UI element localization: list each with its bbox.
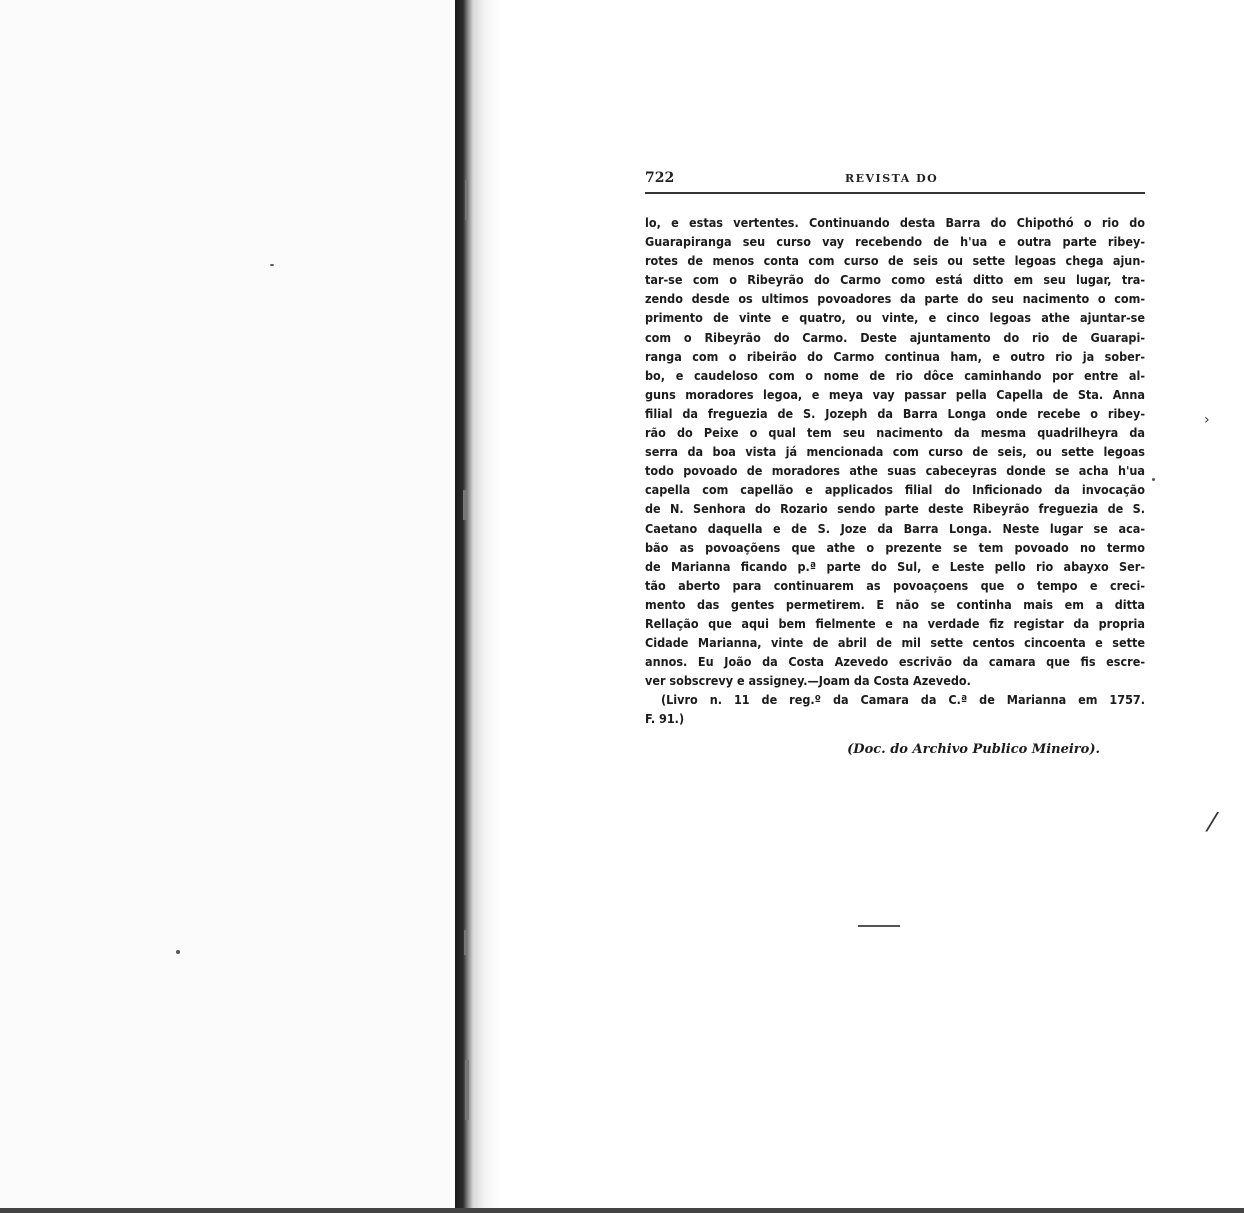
page-header [645,170,1145,190]
source-credit: (Doc. do Archivo Publico Mineiro). [847,742,1100,757]
running-title: REVISTA DO [845,172,939,185]
gutter-smudge [465,1060,469,1120]
dust-speck [176,950,180,954]
text-line: filial da freguezia de S. Jozeph da Barra Longa onde recebe o ribey- [645,405,1145,421]
text-line: tar-se com o Ribeyrão do Carmo como está ditto em seu lugar, tra- [645,272,1145,288]
text-line: Cidade Marianna, vinte de abril de mil sette centos cincoenta e sette [645,635,1145,651]
text-line: de N. Senhora do Rozario sendo parte deste Ribeyrão freguezia de S. [645,501,1145,517]
text-line: guns moradores legoa, e meya vay passar pella Capella de Sta. Anna [645,386,1145,402]
text-line: bão as povoaçõens que athe o prezente se tem povoado no termo [645,539,1145,555]
text-line: bo, e caudeloso com o nome de rio dôce caminhando por entre al- [645,367,1145,383]
text-line: ranga com o ribeirão do Carmo continua ham, e outro rio ja sober- [645,348,1145,364]
section-end-rule [858,925,900,927]
text-line: de Marianna ficando p.ª parte do Sul, e Leste pello rio abayxo Ser- [645,558,1145,574]
margin-pencil-mark: ⁄ [1210,808,1215,838]
gutter-smudge [465,180,468,220]
text-line: capella com capellão e applicados filial do Inficionado da invocação [645,482,1145,498]
page-bottom-edge [0,1208,1244,1213]
book-gutter [455,0,500,1213]
page-number: 722 [645,170,675,186]
text-line: Guarapiranga seu curso vay recebendo de h'ua e outra parte ribey- [645,234,1145,250]
gutter-smudge [463,490,467,520]
text-line: lo, e estas vertentes. Continuando desta Barra do Chipothó o rio do [645,215,1145,230]
text-line: serra da boa vista já mencionada com curso de seis, ou sette legoas [645,444,1145,460]
text-line: annos. Eu João da Costa Azevedo escrivão da camara que fis escre- [645,654,1145,670]
header-rule [645,192,1145,194]
citation-line: F. 91.) [645,711,685,727]
text-line: rotes de menos conta com curso de seis ou sette legoas chega ajun- [645,253,1145,269]
text-line: mento das gentes permetirem. E não se continha mais em a ditta [645,596,1145,612]
text-line: Rellação que aqui bem fielmente e na verdade fiz registar da propria [645,615,1145,631]
margin-tick-mark: › [1204,412,1210,428]
text-line: rão do Peixe o qual tem seu nacimento da mesma quadrilheyra da [645,425,1145,441]
left-blank-page [0,0,455,1213]
body-text [645,213,1145,729]
text-line: tão aberto para continuarem as povoaçoens que o tempo e creci- [645,577,1145,593]
text-line: zendo desde os ultimos povoadores da parte do seu nacimento o com- [645,291,1145,307]
text-line: todo povoado de moradores athe suas cabeceyras donde se acha h'ua [645,463,1145,479]
gutter-smudge [464,930,467,955]
dust-speck [270,264,274,266]
text-line: primento de vinte e quatro, ou vinte, e cinco legoas athe ajuntar-se [645,310,1145,326]
citation-line: (Livro n. 11 de reg.º da Camara da C.ª de Marianna em 1757. [661,692,1145,708]
text-line: Caetano daquella e de S. Joze da Barra Longa. Neste lugar se aca- [645,520,1145,536]
text-line: ver sobscrevy e assigney.—Joam da Costa Azevedo. [645,673,971,689]
text-line: com o Ribeyrão do Carmo. Deste ajuntamento do rio de Guarapi- [645,329,1145,345]
dust-speck [1152,478,1155,481]
